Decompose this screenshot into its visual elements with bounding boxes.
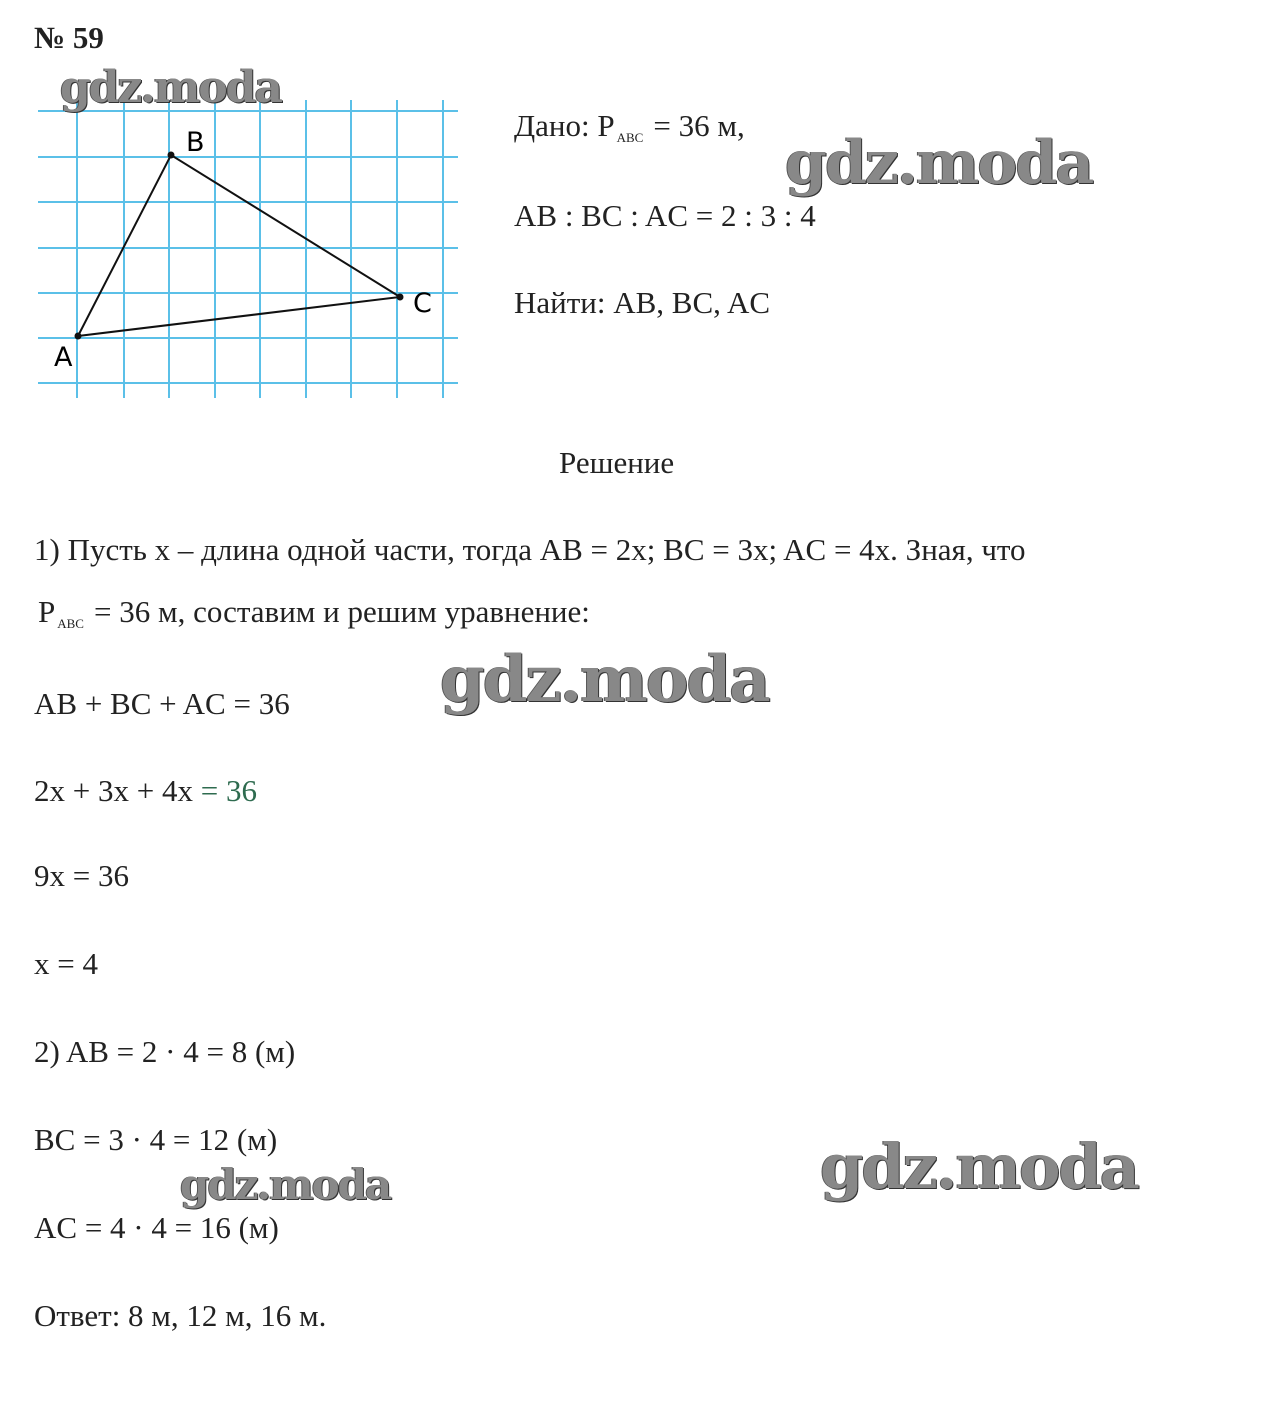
solution-line2: P $_{ABC}$ = 36 м, составим и решим уравнение: bbox=[38, 594, 590, 631]
label-a: A bbox=[54, 342, 73, 373]
step-ac: AC = 4 · 4 = 16 (м) bbox=[34, 1210, 279, 1245]
label-c: C bbox=[413, 288, 432, 319]
answer: Ответ: 8 м, 12 м, 16 м. bbox=[34, 1298, 327, 1333]
equation-3: 9x = 36 bbox=[34, 858, 129, 893]
solution-line1: 1) Пусть x – длина одной части, тогда AB = 2x; BC = 3x; AC = 4x. Зная, что bbox=[34, 532, 1026, 567]
given-ratio: AB : BC : AC = 2 : 3 : 4 bbox=[514, 198, 816, 233]
watermark: gdz.moda bbox=[785, 128, 1093, 198]
given-perimeter: Дано: P $_{ABC}$ = 36 м, bbox=[514, 108, 745, 145]
label-b: B bbox=[186, 127, 205, 158]
equation-1: AB + BC + AC = 36 bbox=[34, 686, 290, 721]
watermark: gdz.moda bbox=[60, 62, 282, 113]
watermark: gdz.moda bbox=[180, 1160, 391, 1209]
problem-number: № 59 bbox=[34, 20, 104, 55]
grid bbox=[38, 100, 458, 398]
watermark: gdz.moda bbox=[440, 642, 769, 717]
step-bc: BC = 3 · 4 = 12 (м) bbox=[34, 1122, 278, 1157]
find: Найти: AB, BC, AC bbox=[514, 285, 771, 320]
equation-4: x = 4 bbox=[34, 946, 98, 981]
watermark: gdz.moda bbox=[820, 1130, 1138, 1203]
equation-2: 2x + 3x + 4x = 36 bbox=[34, 773, 257, 808]
solution-title: Решение bbox=[559, 445, 675, 480]
step-2-ab: 2) AB = 2 · 4 = 8 (м) bbox=[34, 1034, 296, 1069]
